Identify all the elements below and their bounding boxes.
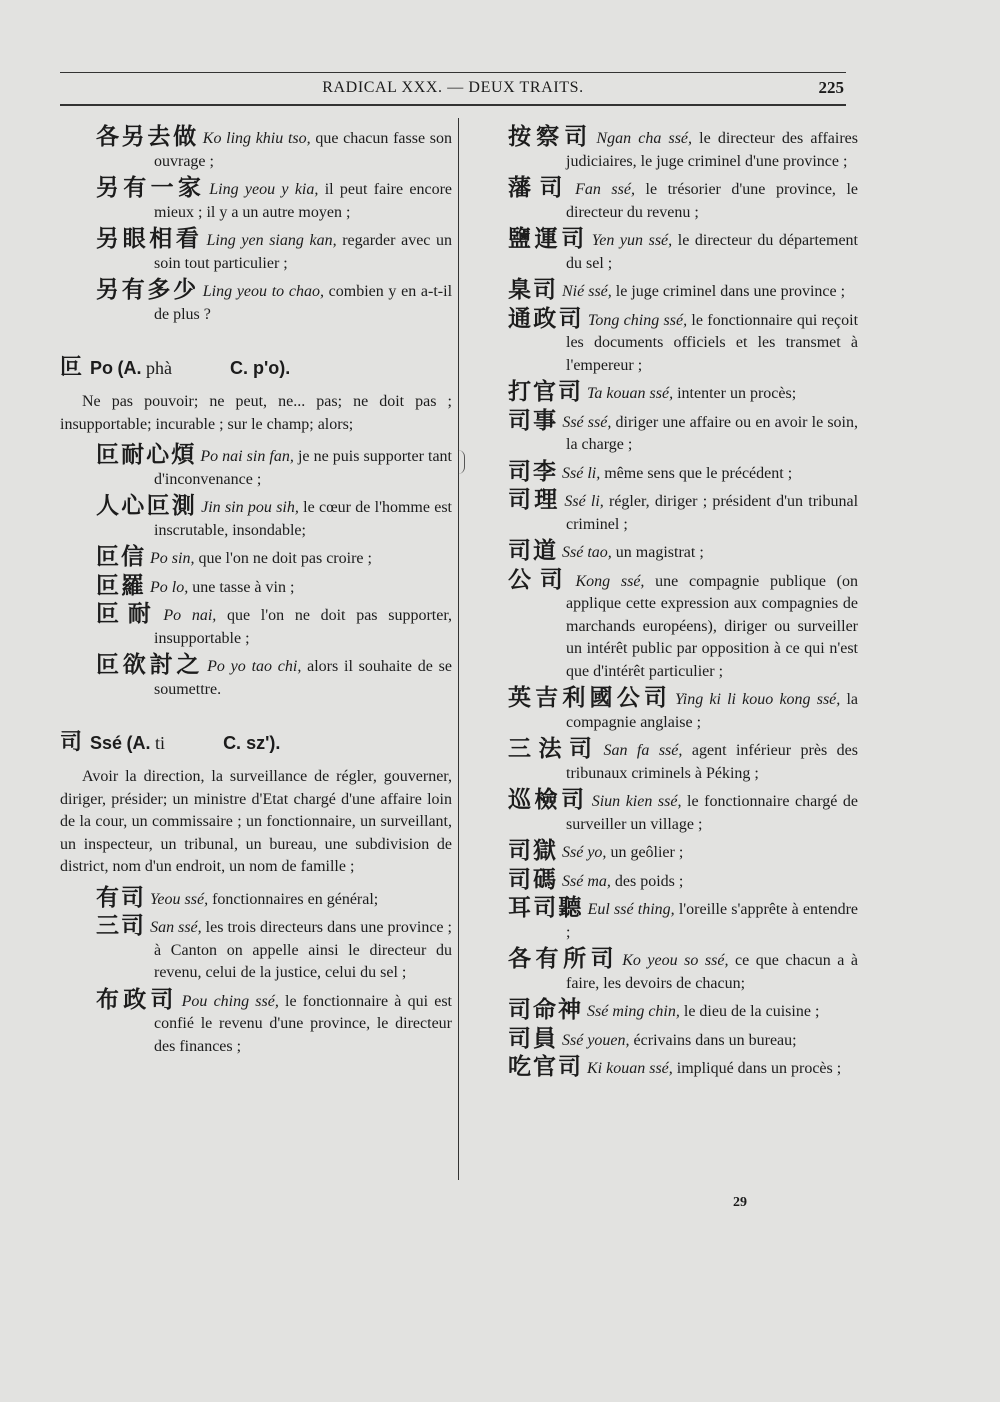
definition: la compagnie anglaise ; <box>566 691 859 731</box>
romanization: Jin sin pou sih, <box>201 499 299 516</box>
romanization: Ying ki li kouo kong ssé, <box>675 691 841 708</box>
chinese-term: 公司 <box>508 566 572 593</box>
dictionary-entry <box>508 999 858 1024</box>
definition: que l'on ne doit pas croire ; <box>194 550 372 567</box>
dictionary-entry <box>508 489 858 536</box>
romanization: Ngan cha ssé, <box>596 130 693 147</box>
romanization: Ling yeou y kia, <box>209 181 319 198</box>
dictionary-entry <box>96 915 452 985</box>
romanization: Ssé ma, <box>562 872 611 890</box>
definition: même sens que le précédent ; <box>600 464 793 482</box>
definition: agent inférieur près des tribunaux criminels à Péking ; <box>566 742 859 782</box>
dictionary-entry <box>508 789 858 836</box>
romanization: Kong ssé, <box>575 572 645 590</box>
definition: le juge criminel dans une province ; <box>611 283 846 300</box>
chinese-term: 各另去做 <box>96 124 199 150</box>
dictionary-entry <box>96 279 452 326</box>
chinese-term: 司命神 <box>508 997 583 1023</box>
chinese-term: 司道 <box>508 538 558 564</box>
signature-mark: 29 <box>733 1195 747 1210</box>
dictionary-entry <box>508 177 858 224</box>
romanization: Ssé tao, <box>562 544 612 561</box>
dictionary-entry <box>508 126 858 173</box>
chinese-term: 另有一家 <box>96 175 206 201</box>
romanization: Po sin, <box>150 550 195 567</box>
dictionary-entry <box>96 572 452 600</box>
chinese-term: 叵信 <box>96 544 146 570</box>
definition: fonctionnaires en général; <box>208 890 379 908</box>
definition: le dieu de la cuisine ; <box>679 1003 820 1020</box>
chinese-term: 藩司 <box>508 175 572 201</box>
dictionary-entry <box>96 228 452 275</box>
entry-group-b <box>96 444 452 701</box>
annamite-value: phà <box>146 358 173 378</box>
romanization: Po lo, <box>150 578 189 596</box>
chinese-term: 司碼 <box>508 866 558 893</box>
chinese-term: 叵耐心煩 <box>96 442 197 468</box>
definition: il peut faire encore mieux ; il y a un autre moyen ; <box>154 181 453 221</box>
chinese-term: 司李 <box>508 458 558 485</box>
radical-heading-po <box>60 350 452 381</box>
dictionary-entry <box>508 228 858 275</box>
bracket-mark <box>458 450 465 474</box>
dictionary-entry <box>508 948 858 995</box>
entry-group-a <box>96 126 452 326</box>
definition: je ne puis supporter tant d'inconvenance ; <box>154 448 452 488</box>
header-rule-top <box>60 72 846 73</box>
radical-character: 叵 <box>60 355 83 380</box>
romanization: Siun kien ssé, <box>591 793 682 810</box>
chinese-term: 司獄 <box>508 838 558 864</box>
romanization: Pou ching ssé, <box>181 992 279 1010</box>
romanization: Eul ssé thing, <box>587 901 675 918</box>
definition: le directeur des affaires judiciaires, le juge criminel d'une province ; <box>566 130 858 170</box>
definition: une compagnie publique (on applique cette expression aux compagnies de marchands européens), diriger ou surveiller un intérêt public par opposition à ce qui n'est que d'intérêt particulier ; <box>566 572 858 680</box>
romanization: Fan ssé, <box>575 181 635 198</box>
chinese-term: 司事 <box>508 407 559 434</box>
romanization: Ko yeou so ssé, <box>622 952 729 969</box>
dictionary-entry <box>508 305 859 378</box>
radical-name: Po <box>90 358 114 378</box>
page-number: 225 <box>818 78 844 97</box>
definition: intenter un procès; <box>673 385 797 402</box>
dictionary-entry <box>96 177 452 224</box>
romanization: Ki kouan ssé, <box>587 1060 673 1077</box>
dictionary-entry <box>96 603 452 650</box>
chinese-term: 通政司 <box>508 305 584 332</box>
definition: un geôlier ; <box>606 844 684 861</box>
chinese-term: 巡檢司 <box>508 787 588 813</box>
romanization: Ling yen siang kan, <box>206 232 337 249</box>
chinese-term: 司理 <box>508 487 561 513</box>
dictionary-entry <box>508 566 858 684</box>
romanization: Ssé li, <box>562 464 601 482</box>
definition: écrivains dans un bureau; <box>629 1031 797 1049</box>
dictionary-entry <box>96 884 452 912</box>
chinese-term: 司員 <box>508 1025 558 1052</box>
dictionary-entry <box>508 840 858 865</box>
romanization: San fa ssé, <box>603 742 683 759</box>
definition: des poids ; <box>610 872 684 890</box>
chinese-term: 叵欲討之 <box>96 652 204 678</box>
annamite-value: ti <box>155 733 166 753</box>
romanization: Ling yeou to chao, <box>202 283 324 300</box>
romanization: Ssé ssé, <box>562 413 612 431</box>
chinese-term: 按察司 <box>508 124 593 150</box>
dictionary-entry <box>508 687 858 734</box>
chinese-term: 打官司 <box>508 379 583 405</box>
running-title: RADICAL XXX. — DEUX TRAITS. <box>322 79 584 96</box>
dictionary-entry <box>508 1025 858 1053</box>
dictionary-entry <box>96 495 452 542</box>
definition: combien y en a-t-il de plus ? <box>154 283 453 323</box>
definition: les trois directeurs dans une province ; à Canton on appelle ainsi le directeur du revenu, celui de la justice, celui du sel ; <box>154 919 453 981</box>
chinese-term: 三司 <box>96 913 147 939</box>
dictionary-entry <box>508 1056 858 1081</box>
chinese-term: 臬司 <box>508 277 558 303</box>
dictionary-entry <box>96 126 452 173</box>
dictionary-entry <box>508 381 858 406</box>
definition: le fonctionnaire chargé de surveiller un village ; <box>566 793 859 833</box>
chinese-term: 耳司聽 <box>508 895 584 921</box>
definition: diriger une affaire ou en avoir le soin, la charge ; <box>566 413 858 453</box>
romanization: Po yo tao chi, <box>207 658 302 675</box>
definition: une tasse à vin ; <box>188 578 295 596</box>
romanization: San ssé, <box>150 919 202 936</box>
chinese-term: 另有多少 <box>96 277 199 303</box>
dictionary-entry <box>96 444 452 491</box>
romanization: Tong ching ssé, <box>587 311 688 329</box>
definition: que l'on ne doit pas supporter, insupportable ; <box>154 607 453 647</box>
romanization: Po nai sin fan, <box>200 448 294 465</box>
definition: alors il souhaite de se soumettre. <box>154 658 452 698</box>
definition: regarder avec un soin tout particulier ; <box>154 232 453 272</box>
right-column <box>508 126 858 1085</box>
chinese-term: 叵羅 <box>96 572 146 599</box>
column-divider <box>458 118 459 1180</box>
dictionary-entry <box>508 407 858 457</box>
definition: le fonctionnaire à qui est confié le revenu d'une province, le directeur des finances ; <box>154 992 452 1055</box>
definition: impliqué dans un procès ; <box>672 1060 842 1077</box>
romanization: Po nai, <box>163 607 217 624</box>
romanization: Yen yun ssé, <box>591 232 673 249</box>
romanization: Ko ling khiu tso, <box>202 130 311 147</box>
romanization: Ta kouan ssé, <box>587 385 674 402</box>
dictionary-entry <box>508 897 858 944</box>
chinese-term: 人心叵測 <box>96 493 198 519</box>
definition: un magistrat ; <box>611 544 704 561</box>
chinese-term: 英吉利國公司 <box>508 685 672 711</box>
chinese-term: 有司 <box>96 884 146 911</box>
dictionary-entry <box>96 986 452 1059</box>
chinese-term: 各有所司 <box>508 946 619 972</box>
romanization: Ssé ming chin, <box>587 1003 680 1020</box>
definition: que chacun fasse son ouvrage ; <box>154 130 453 170</box>
chinese-term: 三法司 <box>508 736 600 762</box>
definition: le fonctionnaire qui reçoit les documents officiels et les transmet à l'empereur ; <box>566 311 859 374</box>
chinese-term: 另眼相看 <box>96 226 203 252</box>
radical-definition-po: Ne pas pouvoir; ne peut, ne... pas; ne doit pas ; insupportable; incurable ; sur le champ; alors; <box>60 393 452 433</box>
chinese-term: 鹽運司 <box>508 226 588 252</box>
annamite-label: (A. <box>117 358 142 378</box>
entry-group-c <box>96 884 453 1059</box>
dictionary-entry <box>96 546 452 571</box>
dictionary-entry <box>96 654 452 701</box>
definition: le directeur du département du sel ; <box>566 232 858 272</box>
definition: le trésorier d'une province, le directeur du revenu ; <box>566 181 859 221</box>
dictionary-entry <box>508 279 858 304</box>
romanization: Yeou ssé, <box>150 890 209 908</box>
radical-character: 司 <box>60 730 83 755</box>
chinese-term: 布政司 <box>96 986 178 1013</box>
chinese-term: 吃官司 <box>508 1054 583 1080</box>
cantonese-label: C. p'o). <box>230 358 291 378</box>
romanization: Ssé yo, <box>562 844 607 861</box>
radical-name: Ssé <box>90 733 123 753</box>
definition: le cœur de l'homme est inscrutable, insondable; <box>154 499 452 539</box>
cantonese-label: C. sz'). <box>223 733 281 753</box>
dictionary-entry <box>508 458 858 486</box>
dictionary-entry <box>508 866 858 894</box>
definition: régler, diriger ; président d'un tribunal criminel ; <box>566 493 859 533</box>
radical-heading-sse <box>60 725 452 756</box>
romanization: Ssé li, <box>564 493 604 510</box>
definition: ce que chacun a à faire, les devoirs de chacun; <box>566 952 859 992</box>
definition: l'oreille s'apprête à entendre ; <box>566 901 859 941</box>
dictionary-entry <box>508 738 858 785</box>
dictionary-entry <box>508 540 858 565</box>
romanization: Ssé youen, <box>562 1031 630 1049</box>
left-column <box>60 124 453 1062</box>
radical-definition-sse: Avoir la direction, la surveillance de régler, gouverner, diriger, présider; un ministre d'Etat chargé d'une affaire loin de la cour, un commissaire ; un fonctionnaire, un surveillant, un inspecteur, un tribunal, un bureau, une subdivision de district, nom d'un endroit, un nom de famille ; <box>60 768 452 875</box>
chinese-term: 叵耐 <box>96 601 160 627</box>
annamite-label: (A. <box>126 733 151 753</box>
header-rule-bottom <box>60 104 846 106</box>
romanization: Nié ssé, <box>562 283 612 300</box>
